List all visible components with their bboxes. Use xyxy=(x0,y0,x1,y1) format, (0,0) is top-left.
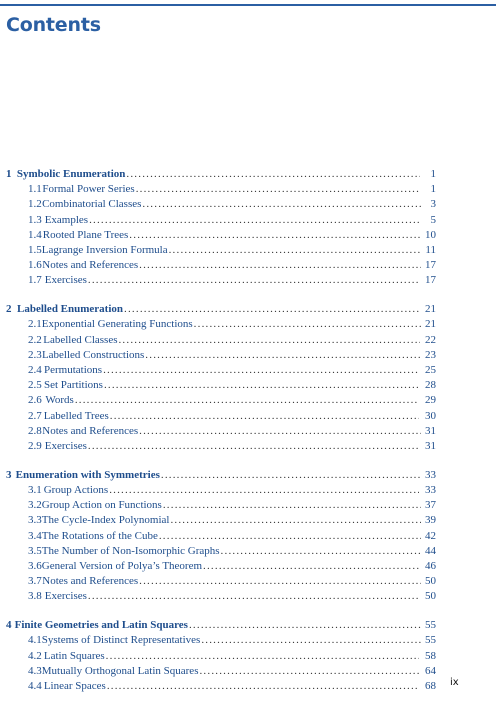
chapter-entry-page: 55 xyxy=(425,619,436,632)
chapter-entry-number: 3 xyxy=(6,468,12,481)
section-entry-title: Exercises xyxy=(44,590,87,603)
section-entry-number: 1.1 xyxy=(28,183,42,196)
section-entry-number: 3.6 xyxy=(28,560,42,573)
section-entry-page: 25 xyxy=(425,364,436,377)
chapter-entry-number: 2 xyxy=(6,303,12,316)
section-entry-title: Set Partitions xyxy=(43,379,103,392)
section-entry-page: 5 xyxy=(430,213,436,226)
leader-dots xyxy=(88,273,419,288)
section-entry-title: Exercises xyxy=(44,440,87,453)
section-entry-number: 4.3 xyxy=(28,664,42,677)
leader-dots xyxy=(139,574,420,589)
section-entry-page: 30 xyxy=(425,409,437,422)
section-entry-page: 31 xyxy=(425,440,436,453)
chapter-entry-title: Symbolic Enumeration xyxy=(16,168,126,180)
leader-dots xyxy=(103,363,419,378)
leader-dots xyxy=(107,679,420,694)
section-entry-page: 17 xyxy=(425,259,436,272)
section-entry-number: 1.2 xyxy=(28,198,42,211)
leader-dots xyxy=(189,618,421,633)
section-entry[interactable] xyxy=(6,679,436,694)
leader-dots xyxy=(75,393,418,408)
section-entry[interactable] xyxy=(6,483,436,498)
section-entry[interactable] xyxy=(6,424,436,439)
section-entry[interactable] xyxy=(6,213,436,228)
section-entry-number: 3.5 xyxy=(28,544,42,557)
chapter-entry-page: 33 xyxy=(425,468,436,481)
section-entry-page: 11 xyxy=(425,244,436,257)
section-entry-title: The Cycle-Index Polynomial xyxy=(41,514,170,527)
section-entry-title: Exercises xyxy=(44,274,87,287)
leader-dots xyxy=(161,468,421,483)
section-entry-number: 2.7 xyxy=(28,409,42,422)
page-title: Contents xyxy=(6,14,101,36)
leader-dots xyxy=(203,559,421,574)
section-entry[interactable] xyxy=(6,574,436,589)
chapter-entry-number: 4 xyxy=(6,619,12,632)
section-entry-number: 2.5 xyxy=(28,379,42,392)
section-entry-page: 29 xyxy=(425,394,436,407)
section-entry-title: Latin Squares xyxy=(43,649,105,662)
section-entry-page: 1 xyxy=(430,183,436,196)
leader-dots xyxy=(159,529,421,544)
section-entry-title: Notes and References xyxy=(42,259,139,272)
leader-dots xyxy=(199,664,421,679)
section-entry-title: The Number of Non-Isomorphic Graphs xyxy=(41,544,220,557)
section-entry[interactable] xyxy=(6,363,436,378)
leader-dots xyxy=(129,228,420,243)
section-entry[interactable] xyxy=(6,197,436,212)
section-entry[interactable] xyxy=(6,544,436,559)
leader-dots xyxy=(124,302,420,317)
leader-dots xyxy=(118,333,419,348)
section-entry[interactable] xyxy=(6,409,436,424)
section-entry-title: Rooted Plane Trees xyxy=(42,228,129,241)
section-entry-page: 3 xyxy=(430,198,436,211)
section-entry-number: 2.2 xyxy=(28,333,42,346)
section-entry-page: 39 xyxy=(425,514,436,527)
section-entry-number: 1.3 xyxy=(28,213,42,226)
leader-dots xyxy=(88,589,419,604)
section-entry[interactable] xyxy=(6,258,436,273)
section-entry-number: 2.8 xyxy=(28,424,42,437)
section-entry[interactable] xyxy=(6,393,436,408)
section-entry-page: 31 xyxy=(425,424,436,437)
leader-dots xyxy=(163,498,421,513)
section-entry-title: Permutations xyxy=(44,364,103,377)
section-entry[interactable] xyxy=(6,439,436,454)
section-entry-title: Group Action on Functions xyxy=(41,499,162,512)
chapter-entry[interactable] xyxy=(6,618,436,633)
section-entry-number: 4.4 xyxy=(28,680,42,693)
section-entry[interactable] xyxy=(6,333,436,348)
section-entry-page: 46 xyxy=(425,560,436,573)
section-entry-number: 4.1 xyxy=(28,634,42,647)
section-entry-page: 64 xyxy=(425,664,436,677)
section-entry-page: 21 xyxy=(425,318,436,331)
section-entry[interactable] xyxy=(6,348,436,363)
page-number: ix xyxy=(450,677,459,688)
leader-dots xyxy=(194,317,421,332)
section-entry-title: Mutually Orthogonal Latin Squares xyxy=(41,664,199,677)
section-entry-title: Systems of Distinct Representatives xyxy=(41,634,201,647)
section-entry[interactable] xyxy=(6,633,436,648)
chapter-entry-page: 21 xyxy=(424,303,436,316)
section-entry-title: Notes and References xyxy=(42,575,139,588)
section-entry-title: Labelled Classes xyxy=(43,333,118,346)
section-entry-page: 44 xyxy=(425,544,436,557)
section-entry-page: 42 xyxy=(425,529,436,542)
top-rule xyxy=(0,4,496,6)
leader-dots xyxy=(139,258,420,273)
section-entry-number: 2.4 xyxy=(28,364,42,377)
leader-dots xyxy=(88,439,419,454)
section-entry[interactable] xyxy=(6,273,436,288)
leader-dots xyxy=(89,213,419,228)
section-entry-number: 3.8 xyxy=(28,590,42,603)
leader-dots xyxy=(136,182,421,197)
section-entry-number: 3.3 xyxy=(28,514,42,527)
section-entry-title: Labelled Constructions xyxy=(41,348,145,361)
section-entry-number: 1.7 xyxy=(28,274,42,287)
section-entry-title: Exponential Generating Functions xyxy=(41,318,193,331)
leader-dots xyxy=(106,649,420,664)
section-entry-number: 1.6 xyxy=(28,259,42,272)
section-entry-page: 33 xyxy=(424,484,436,497)
leader-dots xyxy=(104,378,419,393)
section-entry-page: 50 xyxy=(425,590,436,603)
leader-dots xyxy=(169,243,422,258)
section-entry-number: 2.3 xyxy=(28,348,42,361)
section-entry-page: 58 xyxy=(425,649,436,662)
section-entry-number: 4.2 xyxy=(28,649,42,662)
section-entry-page: 22 xyxy=(425,333,436,346)
chapter-entry[interactable] xyxy=(6,302,436,317)
section-entry[interactable] xyxy=(6,378,436,393)
section-entry-page: 28 xyxy=(425,379,436,392)
section-entry[interactable] xyxy=(6,589,436,604)
section-entry-number: 2.1 xyxy=(28,318,42,331)
section-entry-number: 3.1 xyxy=(28,484,42,497)
section-entry-page: 17 xyxy=(425,274,436,287)
section-entry[interactable] xyxy=(6,559,436,574)
section-entry-title: Examples xyxy=(44,213,89,226)
section-entry-page: 23 xyxy=(425,348,436,361)
chapter-block xyxy=(6,618,436,694)
section-entry-number: 1.4 xyxy=(28,228,42,241)
chapter-entry-title: Finite Geometries and Latin Squares xyxy=(14,619,188,632)
section-entry-title: Words xyxy=(45,394,74,407)
section-entry-title: Labelled Trees xyxy=(43,409,109,422)
section-entry-title: Linear Spaces xyxy=(43,680,106,693)
section-entry-title: Combinatorial Classes xyxy=(42,198,142,211)
section-entry[interactable] xyxy=(6,228,436,243)
chapter-block xyxy=(6,468,436,605)
leader-dots xyxy=(126,167,420,182)
section-entry-title: The Rotations of the Cube xyxy=(41,529,158,542)
section-entry-page: 37 xyxy=(425,499,436,512)
leader-dots xyxy=(145,348,421,363)
section-entry-title: General Version of Polya’s Theorem xyxy=(41,560,203,573)
section-entry-page: 68 xyxy=(425,680,436,693)
section-entry-page: 10 xyxy=(425,228,436,241)
section-entry[interactable] xyxy=(6,243,436,258)
chapter-entry-title: Enumeration with Symmetries xyxy=(15,468,160,481)
chapter-block xyxy=(6,302,436,454)
section-entry-title: Group Actions xyxy=(43,484,109,497)
section-entry-number: 2.6 xyxy=(28,394,42,407)
chapter-entry[interactable] xyxy=(6,468,436,483)
section-entry-page: 50 xyxy=(425,575,436,588)
section-entry[interactable] xyxy=(6,182,436,197)
leader-dots xyxy=(221,544,421,559)
chapter-block xyxy=(6,167,436,289)
chapter-entry[interactable] xyxy=(6,167,436,182)
chapter-entry-number: 1 xyxy=(6,168,12,180)
leader-dots xyxy=(170,513,421,528)
section-entry-number: 1.5 xyxy=(28,244,42,257)
section-entry-page: 55 xyxy=(425,634,436,647)
chapter-entry-title: Labelled Enumeration xyxy=(16,303,124,316)
leader-dots xyxy=(142,197,420,212)
chapter-entry-page: 1 xyxy=(430,168,436,180)
section-entry[interactable] xyxy=(6,664,436,679)
section-entry-title: Notes and References xyxy=(42,424,139,437)
section-entry[interactable] xyxy=(6,317,436,332)
leader-dots xyxy=(109,483,419,498)
section-entry-number: 3.7 xyxy=(28,575,42,588)
section-entry-number: 3.2 xyxy=(28,499,42,512)
section-entry-number: 2.9 xyxy=(28,440,42,453)
leader-dots xyxy=(201,633,421,648)
section-entry-number: 3.4 xyxy=(28,529,42,542)
section-entry-title: Formal Power Series xyxy=(42,183,135,196)
section-entry[interactable] xyxy=(6,513,436,528)
section-entry-title: Lagrange Inversion Formula xyxy=(41,244,168,257)
leader-dots xyxy=(110,409,420,424)
section-entry[interactable] xyxy=(6,498,436,513)
leader-dots xyxy=(139,424,420,439)
table-of-contents xyxy=(6,167,436,708)
section-entry[interactable] xyxy=(6,649,436,664)
section-entry[interactable] xyxy=(6,529,436,544)
